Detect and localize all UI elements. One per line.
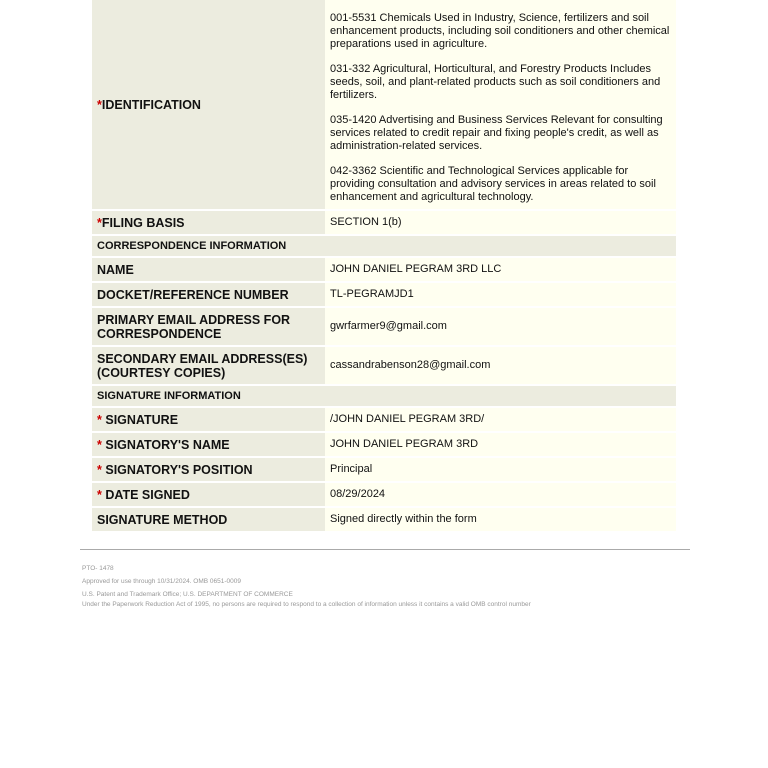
signatory-name-value: JOHN DANIEL PEGRAM 3RD xyxy=(325,433,676,456)
signatory-position-label xyxy=(92,458,325,481)
filing-basis-label xyxy=(92,211,325,234)
signatory-position-row xyxy=(92,458,676,481)
identification-label-text: IDENTIFICATION xyxy=(101,97,201,112)
required-marker: * xyxy=(97,437,102,452)
identification-value xyxy=(325,0,676,209)
footer-divider xyxy=(80,549,690,550)
footer-paperwork: Under the Paperwork Reduction Act of 1995, no persons are required to respond to a collection of information unless it contains a valid OMB control number xyxy=(82,601,531,608)
identification-label xyxy=(92,0,325,209)
identification-class-1: 001-5531 Chemicals Used in Industry, Science, fertilizers and soil enhancement products, including soil conditioners and other chemical preparations used in agriculture. xyxy=(330,12,670,50)
secondary-email-label: SECONDARY EMAIL ADDRESS(ES) (COURTESY COPIES) xyxy=(92,347,325,384)
secondary-email-row xyxy=(92,347,676,384)
signature-method-row xyxy=(92,508,676,531)
date-signed-label-text: DATE SIGNED xyxy=(105,487,190,502)
filing-basis-label-text: FILING BASIS xyxy=(101,215,185,230)
required-marker: * xyxy=(97,487,102,502)
required-marker: * xyxy=(97,215,102,230)
signatory-position-value: Principal xyxy=(325,458,676,481)
required-marker: * xyxy=(97,97,102,112)
correspondence-section-header xyxy=(92,236,676,256)
form-table xyxy=(92,0,676,533)
required-marker: * xyxy=(97,462,102,477)
identification-class-2: 031-332 Agricultural, Horticultural, and Forestry Products Includes seeds, soil, and plant-related products such as soil conditioners and fertilizers. xyxy=(330,63,661,101)
signature-row xyxy=(92,408,676,431)
name-row xyxy=(92,258,676,281)
docket-row xyxy=(92,283,676,306)
signature-section-header xyxy=(92,386,676,406)
footer xyxy=(82,564,531,610)
required-marker: * xyxy=(97,412,102,427)
signature-method-value: Signed directly within the form xyxy=(325,508,676,531)
signatory-name-label-text: SIGNATORY'S NAME xyxy=(105,437,230,452)
primary-email-value: gwrfarmer9@gmail.com xyxy=(325,308,676,345)
signature-section-title: SIGNATURE INFORMATION xyxy=(92,386,676,406)
signatory-position-label-text: SIGNATORY'S POSITION xyxy=(105,462,253,477)
signature-method-label: SIGNATURE METHOD xyxy=(92,508,325,531)
identification-class-3: 035-1420 Advertising and Business Services Relevant for consulting services related to credit repair and fixing people's credit, as well as administration-related services. xyxy=(330,114,663,152)
footer-approval: Approved for use through 10/31/2024. OMB 0651-0009 xyxy=(82,578,241,585)
signature-label xyxy=(92,408,325,431)
date-signed-row xyxy=(92,483,676,506)
identification-class-4: 042-3362 Scientific and Technological Services applicable for providing consultation and advisory services in areas related to soil enhancement and agricultural technology. xyxy=(330,165,656,203)
primary-email-row xyxy=(92,308,676,345)
footer-form-id: PTO- 1478 xyxy=(82,565,114,572)
date-signed-value: 08/29/2024 xyxy=(325,483,676,506)
signature-value: /JOHN DANIEL PEGRAM 3RD/ xyxy=(325,408,676,431)
name-label: NAME xyxy=(92,258,325,281)
signature-label-text: SIGNATURE xyxy=(105,412,179,427)
identification-row xyxy=(92,0,676,209)
correspondence-section-title: CORRESPONDENCE INFORMATION xyxy=(92,236,676,256)
filing-basis-value: SECTION 1(b) xyxy=(325,211,676,234)
docket-value: TL-PEGRAMJD1 xyxy=(325,283,676,306)
docket-label: DOCKET/REFERENCE NUMBER xyxy=(92,283,325,306)
filing-basis-row xyxy=(92,211,676,234)
primary-email-label: PRIMARY EMAIL ADDRESS FOR CORRESPONDENCE xyxy=(92,308,325,345)
secondary-email-value: cassandrabenson28@gmail.com xyxy=(325,347,676,384)
signatory-name-label xyxy=(92,433,325,456)
signatory-name-row xyxy=(92,433,676,456)
name-value: JOHN DANIEL PEGRAM 3RD LLC xyxy=(325,258,676,281)
footer-agency: U.S. Patent and Trademark Office; U.S. DEPARTMENT OF COMMERCE xyxy=(82,591,293,598)
date-signed-label xyxy=(92,483,325,506)
